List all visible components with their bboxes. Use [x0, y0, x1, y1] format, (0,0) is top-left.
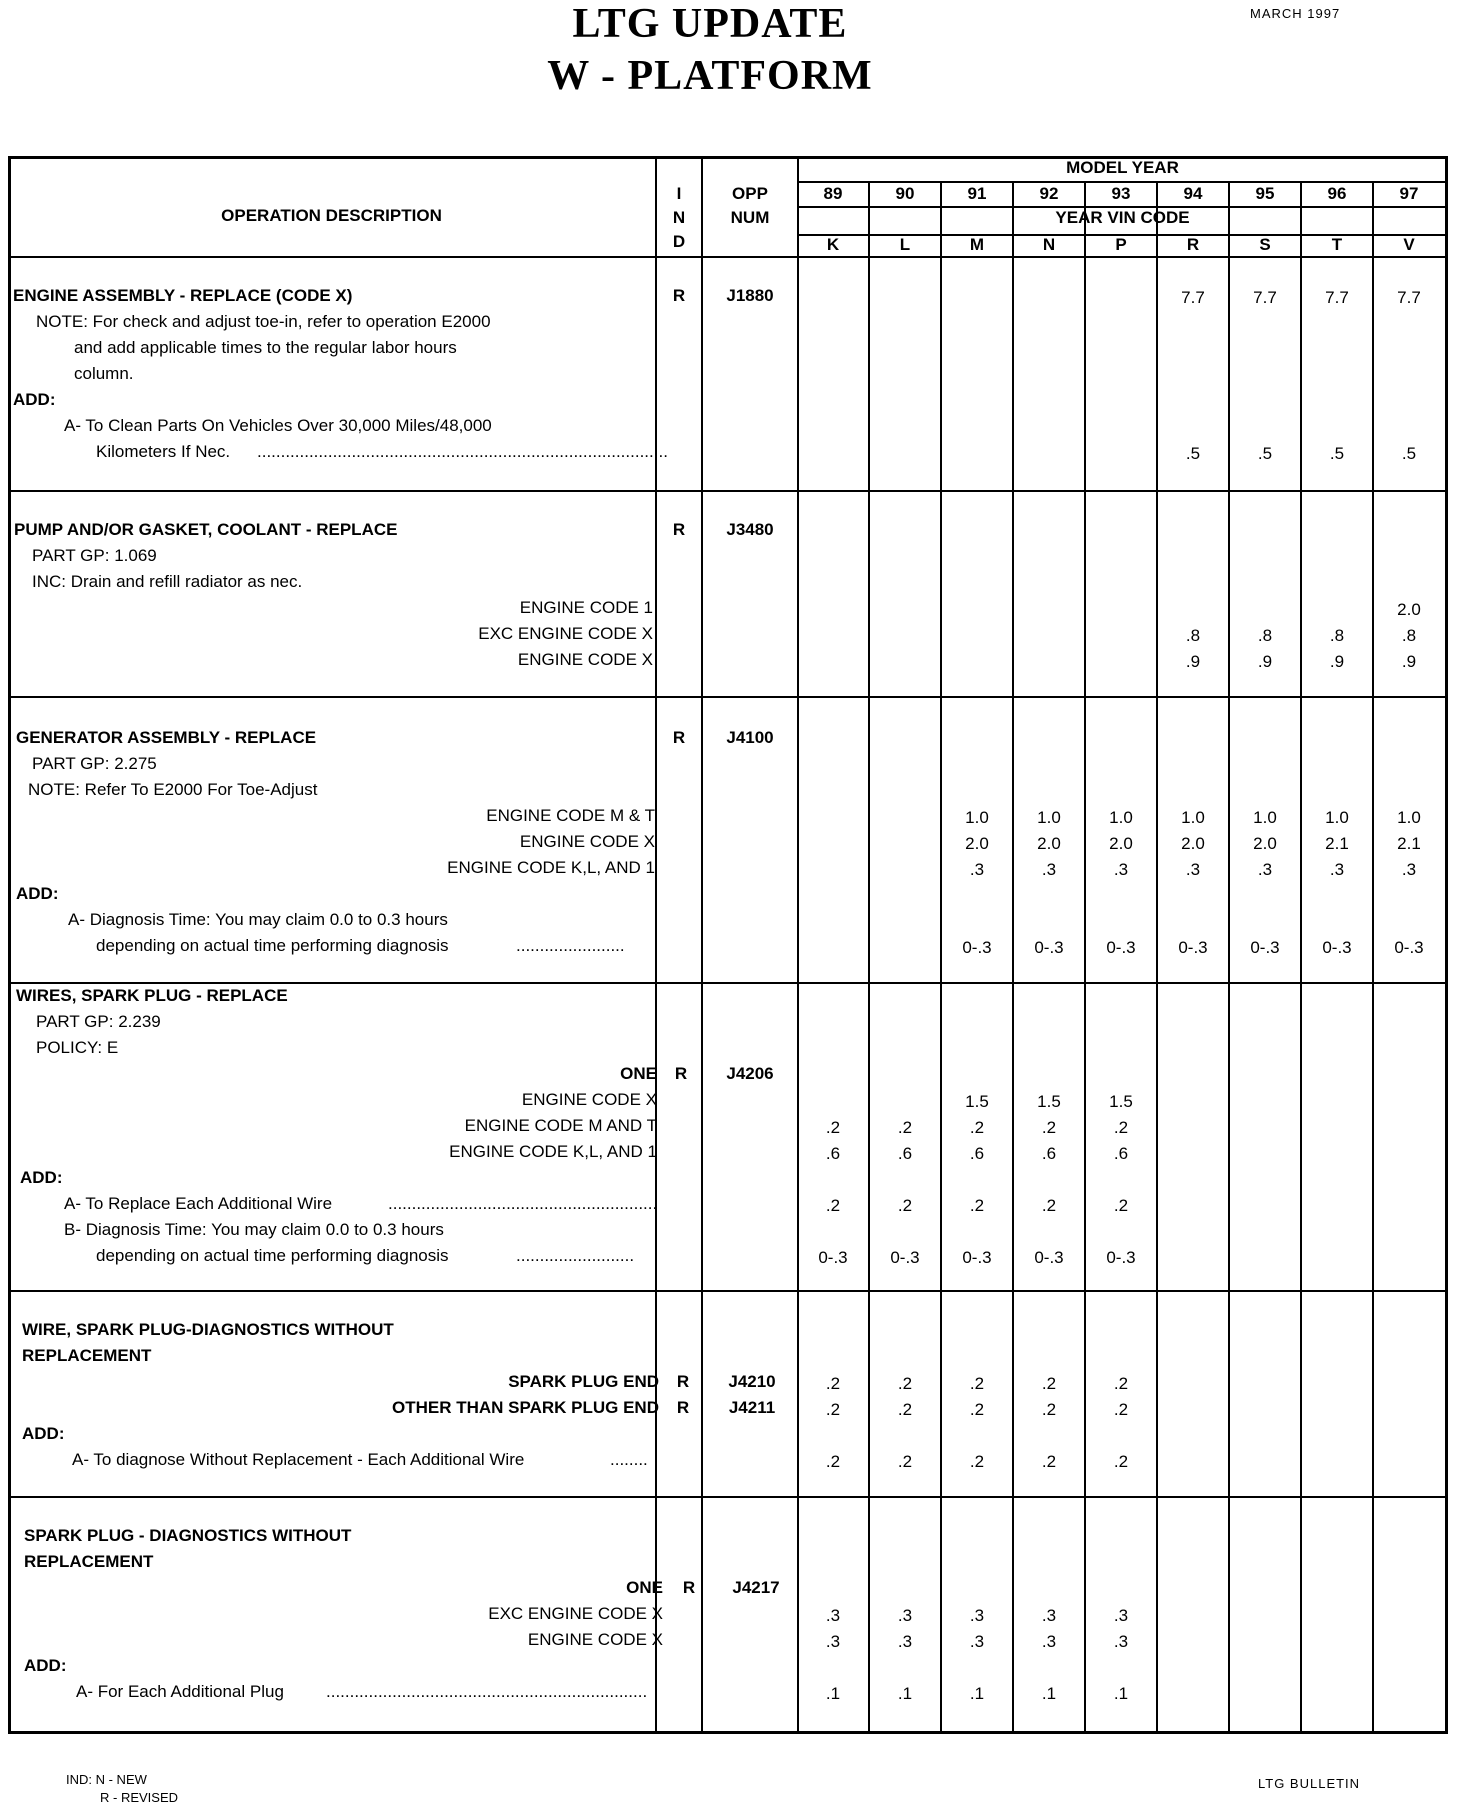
generator-diag-96: 0-.3 [1322, 938, 1352, 957]
vin-t: T [1331, 235, 1343, 254]
engine-note-2: and add applicable times to the regular labor hours [74, 338, 457, 357]
generator-opp: J4100 [726, 728, 774, 747]
engine-title: ENGINE ASSEMBLY - REPLACE (CODE X) [13, 286, 353, 305]
wires-x-93: 1.5 [1109, 1092, 1133, 1111]
hdr-line-model [797, 181, 1448, 183]
vin-m: M [969, 235, 985, 254]
header-model-year: MODEL YEAR [1066, 158, 1179, 177]
wires-row-label-mt: ENGINE CODE M AND T [464, 1116, 657, 1135]
wire-diag-other-89: .2 [825, 1400, 841, 1419]
pump-row-label-x: ENGINE CODE X [517, 650, 653, 669]
pump-opp: J3480 [726, 520, 774, 539]
sep-generator [8, 982, 1448, 984]
wires-kl1-90: .6 [897, 1144, 913, 1163]
wire-diag-ind-other: R [676, 1398, 690, 1417]
generator-kl1-91: .3 [969, 860, 985, 879]
wires-kl1-89: .6 [825, 1144, 841, 1163]
wires-add-a: A- To Replace Each Additional Wire [64, 1194, 333, 1213]
plug-diag-ind: R [682, 1578, 696, 1597]
plug-diag-add-90: .1 [897, 1684, 913, 1703]
pump-part: PART GP: 1.069 [32, 546, 157, 565]
year-96: 96 [1327, 184, 1347, 203]
generator-row-label-x: ENGINE CODE X [519, 832, 655, 851]
hdr-line-bottom [8, 256, 1448, 258]
year-97: 97 [1399, 184, 1419, 203]
wire-diag-ind-plug-end: R [676, 1372, 690, 1391]
engine-add-label: ADD: [13, 390, 56, 409]
wires-policy: POLICY: E [36, 1038, 119, 1057]
wire-diag-opp-plug-end: J4210 [728, 1372, 776, 1391]
engine-add-a-line2: Kilometers If Nec. [96, 442, 231, 461]
wire-diag-add-91: .2 [969, 1452, 985, 1471]
wire-diag-title-line2: REPLACEMENT [22, 1346, 152, 1365]
generator-kl1-97: .3 [1401, 860, 1417, 879]
wires-add-label: ADD: [20, 1168, 63, 1187]
wires-add-a-91: .2 [969, 1196, 985, 1215]
engine-add-a-line1: A- To Clean Parts On Vehicles Over 30,000 Miles/48,000 [64, 416, 492, 435]
wires-add-b-93: 0-.3 [1106, 1248, 1136, 1267]
engine-add-a-leader: ....................................................................................... [257, 442, 668, 461]
wire-diag-add-a: A- To diagnose Without Replacement - Each Additional Wire [72, 1450, 525, 1469]
pump-x-94: .9 [1185, 652, 1201, 671]
generator-add-a-line2: depending on actual time performing diagnosis [96, 936, 449, 955]
generator-mt-97: 1.0 [1397, 808, 1421, 827]
generator-part: PART GP: 2.275 [32, 754, 157, 773]
wires-mt-93: .2 [1113, 1118, 1129, 1137]
year-92: 92 [1039, 184, 1059, 203]
wire-diag-title-line1: WIRE, SPARK PLUG-DIAGNOSTICS WITHOUT [22, 1320, 394, 1339]
wires-add-a-93: .2 [1113, 1196, 1129, 1215]
wires-row-label-kl1: ENGINE CODE K,L, AND 1 [449, 1142, 657, 1161]
generator-row-label-kl1: ENGINE CODE K,L, AND 1 [447, 858, 655, 877]
pump-ind: R [672, 520, 686, 539]
header-opp: OPP [732, 184, 768, 203]
wires-mt-92: .2 [1041, 1118, 1057, 1137]
wire-diag-other-92: .2 [1041, 1400, 1057, 1419]
wire-diag-add-label: ADD: [22, 1424, 65, 1443]
engine-value-97: 7.7 [1397, 288, 1421, 307]
wire-diag-other-91: .2 [969, 1400, 985, 1419]
generator-mt-96: 1.0 [1325, 808, 1349, 827]
pump-row-label-code1: ENGINE CODE 1 [519, 598, 653, 617]
date-label: MARCH 1997 [1250, 6, 1341, 21]
year-95: 95 [1255, 184, 1275, 203]
wire-diag-row-label-plug-end: SPARK PLUG END [508, 1372, 659, 1391]
year-94: 94 [1183, 184, 1203, 203]
wires-row-label-one: ONE [620, 1064, 657, 1083]
generator-x-91: 2.0 [965, 834, 989, 853]
sep-pump [8, 696, 1448, 698]
plug-diag-add-91: .1 [969, 1684, 985, 1703]
pump-exc-x-96: .8 [1329, 626, 1345, 645]
pump-x-95: .9 [1257, 652, 1273, 671]
generator-mt-91: 1.0 [965, 808, 989, 827]
generator-row-label-mt: ENGINE CODE M & T [486, 806, 655, 825]
header-num: NUM [730, 208, 770, 227]
header-ind-d: D [672, 232, 686, 251]
wires-ind: R [674, 1064, 688, 1083]
wire-diag-add-93: .2 [1113, 1452, 1129, 1471]
wire-diag-add-89: .2 [825, 1452, 841, 1471]
plug-diag-add-a-leader: .................................................................... [326, 1682, 648, 1701]
generator-add-a-line1: A- Diagnosis Time: You may claim 0.0 to 0.3 hours [68, 910, 448, 929]
wires-add-a-90: .2 [897, 1196, 913, 1215]
plug-diag-x-91: .3 [969, 1632, 985, 1651]
year-90: 90 [895, 184, 915, 203]
sep-wire-diag [8, 1496, 1448, 1498]
wire-diag-other-93: .2 [1113, 1400, 1129, 1419]
generator-kl1-93: .3 [1113, 860, 1129, 879]
wires-add-b-leader: ......................... [516, 1246, 635, 1265]
plug-diag-exc-x-93: .3 [1113, 1606, 1129, 1625]
vin-s: S [1259, 235, 1271, 254]
wires-part: PART GP: 2.239 [36, 1012, 161, 1031]
col-line-91 [1012, 182, 1014, 1734]
wire-diag-plug-end-91: .2 [969, 1374, 985, 1393]
footer-ind-revised: R - REVISED [100, 1790, 179, 1805]
generator-mt-93: 1.0 [1109, 808, 1133, 827]
generator-diag-97: 0-.3 [1394, 938, 1424, 957]
engine-ind: R [672, 286, 686, 305]
generator-mt-95: 1.0 [1253, 808, 1277, 827]
engine-add-value-94: .5 [1185, 444, 1201, 463]
vin-v: V [1403, 235, 1415, 254]
generator-add-a-leader: ....................... [516, 936, 625, 955]
wires-add-a-leader: ......................................................... [388, 1194, 658, 1213]
plug-diag-row-label-exc-x: EXC ENGINE CODE X [488, 1604, 663, 1623]
wire-diag-add-90: .2 [897, 1452, 913, 1471]
sep-wires [8, 1290, 1448, 1292]
generator-x-95: 2.0 [1253, 834, 1277, 853]
engine-add-value-95: .5 [1257, 444, 1273, 463]
col-line-90 [940, 182, 942, 1734]
wire-diag-row-label-other: OTHER THAN SPARK PLUG END [392, 1398, 659, 1417]
header-year-vin-code: YEAR VIN CODE [1055, 208, 1190, 227]
plug-diag-add-92: .1 [1041, 1684, 1057, 1703]
vin-r: R [1186, 235, 1200, 254]
wires-mt-90: .2 [897, 1118, 913, 1137]
plug-diag-add-93: .1 [1113, 1684, 1129, 1703]
year-89: 89 [823, 184, 843, 203]
plug-diag-title-line2: REPLACEMENT [24, 1552, 154, 1571]
header-operation-description: OPERATION DESCRIPTION [221, 206, 442, 225]
header-ind-n: N [672, 208, 686, 227]
wire-diag-add-a-leader: ........ [610, 1450, 648, 1469]
plug-diag-row-label-one: ONE [626, 1578, 663, 1597]
year-93: 93 [1111, 184, 1131, 203]
wires-mt-89: .2 [825, 1118, 841, 1137]
wires-opp: J4206 [726, 1064, 774, 1083]
plug-diag-exc-x-90: .3 [897, 1606, 913, 1625]
plug-diag-title-line1: SPARK PLUG - DIAGNOSTICS WITHOUT [24, 1526, 352, 1545]
engine-opp: J1880 [726, 286, 774, 305]
plug-diag-opp: J4217 [732, 1578, 780, 1597]
wire-diag-plug-end-90: .2 [897, 1374, 913, 1393]
wires-add-b-91: 0-.3 [962, 1248, 992, 1267]
engine-add-value-96: .5 [1329, 444, 1345, 463]
year-91: 91 [967, 184, 987, 203]
generator-diag-92: 0-.3 [1034, 938, 1064, 957]
wires-kl1-93: .6 [1113, 1144, 1129, 1163]
col-line-95 [1300, 182, 1302, 1734]
col-line-89 [868, 182, 870, 1734]
pump-row-label-exc-x: EXC ENGINE CODE X [478, 624, 653, 643]
plug-diag-row-label-x: ENGINE CODE X [527, 1630, 663, 1649]
col-line-92 [1084, 182, 1086, 1734]
generator-kl1-92: .3 [1041, 860, 1057, 879]
wire-diag-opp-other: J4211 [728, 1398, 776, 1417]
pump-exc-x-97: .8 [1401, 626, 1417, 645]
generator-x-93: 2.0 [1109, 834, 1133, 853]
engine-note-1: NOTE: For check and adjust toe-in, refer to operation E2000 [36, 312, 491, 331]
pump-code1-97: 2.0 [1397, 600, 1421, 619]
engine-value-95: 7.7 [1253, 288, 1277, 307]
wires-add-b-line2: depending on actual time performing diagnosis [96, 1246, 449, 1265]
footer-bulletin: LTG BULLETIN [1258, 1776, 1361, 1791]
col-line-94 [1228, 182, 1230, 1734]
wires-title: WIRES, SPARK PLUG - REPLACE [16, 986, 288, 1005]
plug-diag-x-92: .3 [1041, 1632, 1057, 1651]
vin-l: L [899, 235, 911, 254]
wires-kl1-92: .6 [1041, 1144, 1057, 1163]
wires-add-b-89: 0-.3 [818, 1248, 848, 1267]
engine-value-94: 7.7 [1181, 288, 1205, 307]
pump-title: PUMP AND/OR GASKET, COOLANT - REPLACE [14, 520, 398, 539]
generator-x-97: 2.1 [1397, 834, 1421, 853]
wires-add-a-92: .2 [1041, 1196, 1057, 1215]
wires-mt-91: .2 [969, 1118, 985, 1137]
pump-x-96: .9 [1329, 652, 1345, 671]
plug-diag-add-89: .1 [825, 1684, 841, 1703]
wire-diag-plug-end-93: .2 [1113, 1374, 1129, 1393]
wires-add-a-89: .2 [825, 1196, 841, 1215]
wires-add-b-92: 0-.3 [1034, 1248, 1064, 1267]
plug-diag-x-89: .3 [825, 1632, 841, 1651]
generator-x-92: 2.0 [1037, 834, 1061, 853]
generator-mt-94: 1.0 [1181, 808, 1205, 827]
plug-diag-x-90: .3 [897, 1632, 913, 1651]
generator-diag-91: 0-.3 [962, 938, 992, 957]
pump-inc: INC: Drain and refill radiator as nec. [32, 572, 303, 591]
generator-add-label: ADD: [16, 884, 59, 903]
generator-kl1-95: .3 [1257, 860, 1273, 879]
wires-add-b-90: 0-.3 [890, 1248, 920, 1267]
plug-diag-exc-x-89: .3 [825, 1606, 841, 1625]
engine-add-value-97: .5 [1401, 444, 1417, 463]
pump-x-97: .9 [1401, 652, 1417, 671]
wires-x-91: 1.5 [965, 1092, 989, 1111]
wires-add-b-line1: B- Diagnosis Time: You may claim 0.0 to 0.3 hours [64, 1220, 444, 1239]
page-title-line1: LTG UPDATE [572, 1, 848, 47]
plug-diag-exc-x-92: .3 [1041, 1606, 1057, 1625]
generator-title: GENERATOR ASSEMBLY - REPLACE [16, 728, 317, 747]
wire-diag-plug-end-92: .2 [1041, 1374, 1057, 1393]
generator-diag-93: 0-.3 [1106, 938, 1136, 957]
wire-diag-other-90: .2 [897, 1400, 913, 1419]
wire-diag-add-92: .2 [1041, 1452, 1057, 1471]
generator-x-96: 2.1 [1325, 834, 1349, 853]
generator-mt-92: 1.0 [1037, 808, 1061, 827]
sep-engine [8, 490, 1448, 492]
plug-diag-exc-x-91: .3 [969, 1606, 985, 1625]
engine-value-96: 7.7 [1325, 288, 1349, 307]
vin-n: N [1042, 235, 1056, 254]
vin-k: K [826, 235, 840, 254]
generator-note: NOTE: Refer To E2000 For Toe-Adjust [28, 780, 318, 799]
generator-x-94: 2.0 [1181, 834, 1205, 853]
plug-diag-add-a: A- For Each Additional Plug [76, 1682, 284, 1701]
pump-exc-x-95: .8 [1257, 626, 1273, 645]
wire-diag-plug-end-89: .2 [825, 1374, 841, 1393]
generator-diag-95: 0-.3 [1250, 938, 1280, 957]
pump-exc-x-94: .8 [1185, 626, 1201, 645]
wires-x-92: 1.5 [1037, 1092, 1061, 1111]
generator-kl1-96: .3 [1329, 860, 1345, 879]
page-title-line2: W - PLATFORM [547, 53, 873, 99]
col-line-93 [1156, 182, 1158, 1734]
plug-diag-x-93: .3 [1113, 1632, 1129, 1651]
generator-diag-94: 0-.3 [1178, 938, 1208, 957]
footer-ind-new: IND: N - NEW [66, 1772, 147, 1787]
generator-ind: R [672, 728, 686, 747]
plug-diag-add-label: ADD: [24, 1656, 67, 1675]
engine-note-3: column. [74, 364, 134, 383]
col-line-96 [1372, 182, 1374, 1734]
wires-kl1-91: .6 [969, 1144, 985, 1163]
header-ind-i: I [676, 184, 682, 203]
generator-kl1-94: .3 [1185, 860, 1201, 879]
vin-p: P [1115, 235, 1127, 254]
wires-row-label-x: ENGINE CODE X [521, 1090, 657, 1109]
